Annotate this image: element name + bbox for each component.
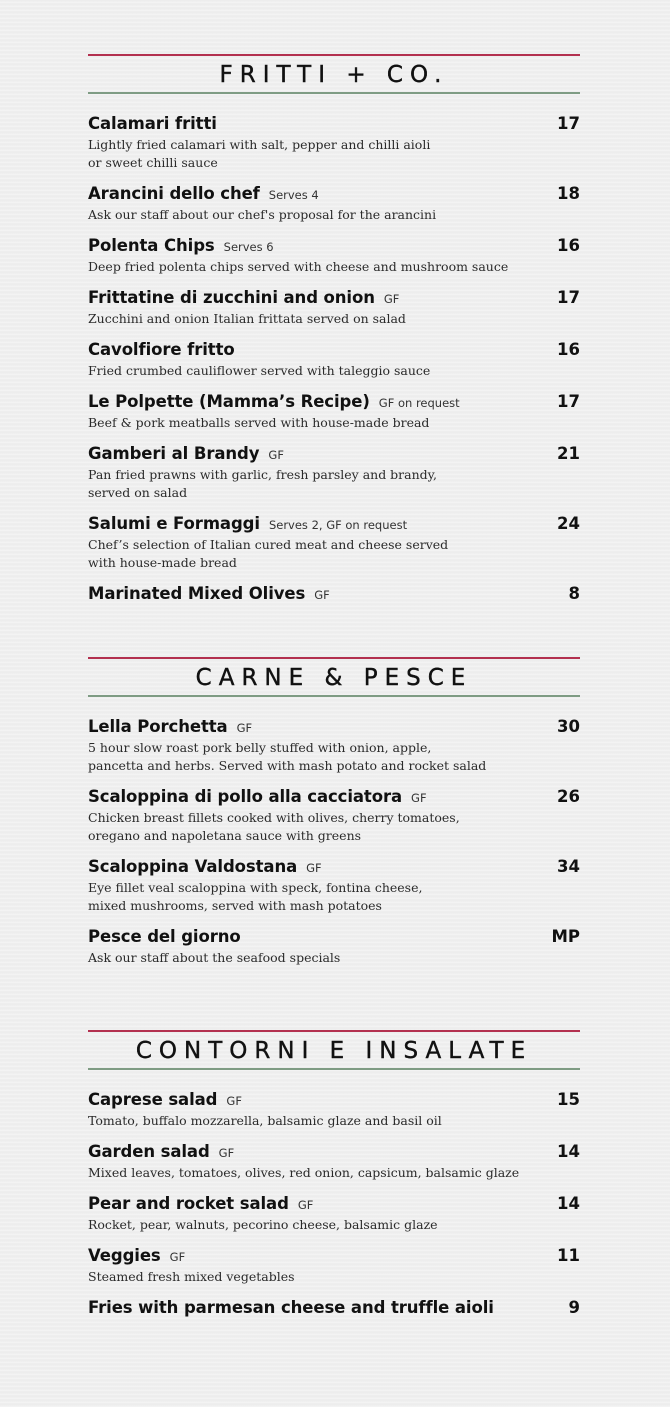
menu-item — [88, 1246, 580, 1286]
item-dietary-note: GF — [268, 448, 284, 462]
menu-item — [88, 444, 580, 502]
item-name: Gamberi al Brandy — [88, 444, 260, 463]
item-description: Eye fillet veal scaloppina with speck, fontina cheese, — [88, 880, 423, 895]
item-name: Arancini dello chef — [88, 184, 260, 203]
section-carne-pesce — [88, 657, 580, 979]
item-dietary-note: GF — [297, 1198, 314, 1212]
item-price: 9 — [568, 1298, 580, 1317]
item-price: 14 — [557, 1142, 580, 1161]
item-description: Rocket, pear, walnuts, pecorino cheese, balsamic glaze — [88, 1217, 438, 1232]
item-price: 26 — [557, 787, 580, 806]
menu-item — [88, 184, 580, 224]
item-description: Ask our staff about our chef's proposal for the arancini — [88, 207, 437, 222]
section-title: CONTORNI E INSALATE — [135, 1038, 533, 1064]
menu-item-header — [88, 787, 580, 809]
item-price: 14 — [557, 1194, 580, 1213]
item-dietary-note: Serves 4 — [268, 188, 319, 202]
divider-bottom — [88, 92, 580, 94]
menu-item-header — [88, 1090, 580, 1112]
item-name: Pesce del giorno — [88, 927, 241, 946]
section-fritti — [88, 54, 580, 618]
item-dietary-note: GF — [218, 1146, 235, 1160]
item-dietary-note: GF — [314, 588, 330, 602]
menu-item-header — [88, 288, 580, 310]
item-name: Lella Porchetta — [88, 717, 228, 736]
item-description: Ask our staff about the seafood specials — [88, 950, 341, 965]
menu-item-header — [88, 1298, 580, 1320]
item-description: Tomato, buffalo mozzarella, balsamic glaze and basil oil — [88, 1113, 442, 1128]
menu-item — [88, 787, 580, 845]
item-price: 16 — [557, 340, 580, 359]
item-price: 17 — [557, 288, 580, 307]
menu-items-list — [88, 717, 580, 967]
section-contorni-insalate — [88, 1030, 580, 1332]
menu-item-header — [88, 184, 580, 206]
item-description: Fried crumbed cauliflower served with taleggio sauce — [88, 363, 431, 378]
item-name: Veggies — [88, 1246, 161, 1265]
menu-item — [88, 1298, 580, 1320]
item-name: Salumi e Formaggi — [88, 514, 260, 533]
menu-item — [88, 857, 580, 915]
item-name: Marinated Mixed Olives — [88, 584, 306, 603]
menu-item — [88, 1194, 580, 1234]
item-name: Calamari fritti — [88, 114, 217, 133]
item-name: Garden salad — [88, 1142, 210, 1161]
menu-item — [88, 236, 580, 276]
item-dietary-note: GF — [306, 861, 322, 875]
item-description: Pan fried prawns with garlic, fresh parsley and brandy, — [88, 467, 438, 482]
menu-item — [88, 514, 580, 572]
menu-item — [88, 717, 580, 775]
item-description: Steamed fresh mixed vegetables — [88, 1269, 295, 1284]
menu-item — [88, 392, 580, 432]
divider-bottom — [88, 695, 580, 697]
item-price: 16 — [557, 236, 580, 255]
item-dietary-note: Serves 6 — [223, 240, 274, 254]
menu-item — [88, 1090, 580, 1130]
item-price: MP — [551, 927, 580, 946]
item-dietary-note: GF — [383, 292, 400, 306]
menu-item-header — [88, 584, 580, 606]
menu-item-header — [88, 1142, 580, 1164]
item-name: Pear and rocket salad — [88, 1194, 289, 1213]
menu-item-header — [88, 514, 580, 536]
menu-item — [88, 340, 580, 380]
menu-item-header — [88, 857, 580, 879]
menu-item — [88, 288, 580, 328]
menu-item-header — [88, 392, 580, 414]
menu-item-header — [88, 444, 580, 466]
item-name: Scaloppina di pollo alla cacciatora — [88, 787, 403, 806]
item-price: 15 — [557, 1090, 580, 1109]
menu-item-header — [88, 1246, 580, 1268]
menu-item — [88, 114, 580, 172]
item-dietary-note: GF on request — [378, 396, 460, 410]
menu-item-header — [88, 114, 580, 136]
item-price: 8 — [568, 584, 580, 603]
item-name: Caprese salad — [88, 1090, 218, 1109]
menu-item-header — [88, 1194, 580, 1216]
menu-item-header — [88, 927, 580, 949]
item-description: oregano and napoletana sauce with greens — [88, 828, 362, 843]
menu-item — [88, 1142, 580, 1182]
item-description: or sweet chilli sauce — [88, 155, 218, 170]
menu-item-header — [88, 717, 580, 739]
item-description: 5 hour slow roast pork belly stuffed with onion, apple, — [88, 740, 432, 755]
menu-item — [88, 584, 580, 606]
item-description: Mixed leaves, tomatoes, olives, red onion, capsicum, balsamic glaze — [88, 1165, 520, 1180]
item-name: Scaloppina Valdostana — [88, 857, 298, 876]
menu-item-header — [88, 236, 580, 258]
section-title: CARNE & PESCE — [195, 665, 473, 691]
item-name: Cavolfiore fritto — [88, 340, 235, 359]
item-description: Lightly fried calamari with salt, pepper and chilli aioli — [88, 137, 431, 152]
item-description: mixed mushrooms, served with mash potatoes — [88, 898, 382, 913]
section-title: FRITTI + CO. — [219, 62, 449, 88]
item-description: Deep fried polenta chips served with cheese and mushroom sauce — [88, 259, 509, 274]
item-name: Polenta Chips — [88, 236, 215, 255]
item-description: Chicken breast fillets cooked with olives, cherry tomatoes, — [88, 810, 460, 825]
item-price: 24 — [557, 514, 580, 533]
item-price: 34 — [557, 857, 580, 876]
menu-items-list — [88, 114, 580, 606]
menu-items-list — [88, 1090, 580, 1320]
item-dietary-note: Serves 2, GF on request — [268, 518, 408, 532]
item-name: Frittatine di zucchini and onion — [88, 288, 375, 307]
item-dietary-note: GF — [411, 791, 427, 805]
item-name: Le Polpette (Mamma’s Recipe) — [88, 392, 370, 411]
item-name: Fries with parmesan cheese and truffle aioli — [88, 1298, 494, 1317]
item-description: with house-made bread — [88, 555, 237, 570]
menu-item-header — [88, 340, 580, 362]
divider-bottom — [88, 1068, 580, 1070]
item-price: 17 — [557, 114, 580, 133]
item-price: 21 — [557, 444, 580, 463]
item-description: served on salad — [88, 485, 188, 500]
item-dietary-note: GF — [226, 1094, 242, 1108]
item-price: 18 — [557, 184, 580, 203]
item-dietary-note: GF — [169, 1250, 186, 1264]
item-description: Zucchini and onion Italian frittata served on salad — [88, 311, 406, 326]
item-description: Beef & pork meatballs served with house-made bread — [88, 415, 430, 430]
item-price: 11 — [557, 1246, 580, 1265]
item-description: Chef’s selection of Italian cured meat and cheese served — [88, 537, 449, 552]
item-dietary-note: GF — [236, 721, 253, 735]
item-price: 30 — [557, 717, 580, 736]
menu-item — [88, 927, 580, 967]
item-description: pancetta and herbs. Served with mash potato and rocket salad — [88, 758, 487, 773]
item-price: 17 — [557, 392, 580, 411]
